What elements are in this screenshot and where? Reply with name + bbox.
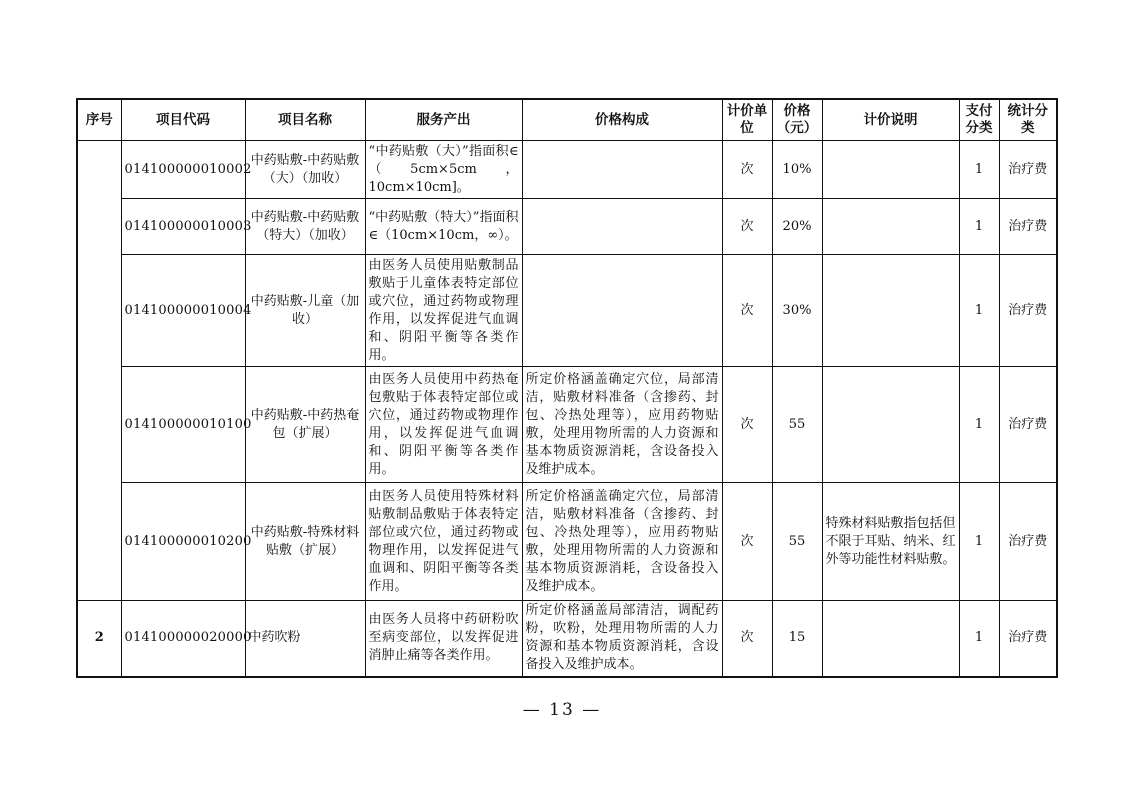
header-note: 计价说明 bbox=[822, 99, 959, 141]
row-code: 014100000010002 bbox=[121, 141, 245, 199]
row-composition: 所定价格涵盖确定穴位，局部清洁，贴敷材料准备（含掺药、封包、冷热处理等），应用药物贴敷，处理用物所需的人力资源和基本物质资源消耗，含设备投入及维护成本。 bbox=[522, 367, 722, 483]
row-pay: 1 bbox=[959, 601, 999, 677]
table-row bbox=[77, 601, 1057, 677]
row-output: 由医务人员将中药研粉吹至病变部位，以发挥促进消肿止痛等各类作用。 bbox=[365, 601, 522, 677]
row-stat: 治疗费 bbox=[999, 601, 1057, 677]
row-seq: 2 bbox=[77, 601, 121, 677]
row-unit: 次 bbox=[722, 367, 772, 483]
header-output: 服务产出 bbox=[365, 99, 522, 141]
row-output: 由医务人员使用特殊材料贴敷制品敷贴于体表特定部位或穴位，通过药物或物理作用，以发挥促进气血调和、阴阳平衡等各类作用。 bbox=[365, 483, 522, 601]
row-price: 55 bbox=[772, 367, 822, 483]
row-price: 30% bbox=[772, 255, 822, 367]
header-stat: 统计分类 bbox=[999, 99, 1057, 141]
header-unit: 计价单位 bbox=[722, 99, 772, 141]
row-price: 20% bbox=[772, 199, 822, 255]
header-composition: 价格构成 bbox=[522, 99, 722, 141]
row-composition bbox=[522, 141, 722, 199]
table-row bbox=[77, 367, 1057, 483]
pricing-table-wrapper bbox=[76, 98, 1056, 678]
header-name: 项目名称 bbox=[245, 99, 365, 141]
row-note bbox=[822, 141, 959, 199]
row-code: 014100000010200 bbox=[121, 483, 245, 601]
row-pay: 1 bbox=[959, 255, 999, 367]
row-unit: 次 bbox=[722, 141, 772, 199]
row-unit: 次 bbox=[722, 255, 772, 367]
row-stat: 治疗费 bbox=[999, 367, 1057, 483]
header-seq: 序号 bbox=[77, 99, 121, 141]
row-note bbox=[822, 367, 959, 483]
row-seq bbox=[77, 141, 121, 601]
row-name: 中药贴敷-中药贴敷（特大）（加收） bbox=[245, 199, 365, 255]
row-unit: 次 bbox=[722, 199, 772, 255]
table-row bbox=[77, 199, 1057, 255]
row-stat: 治疗费 bbox=[999, 141, 1057, 199]
row-code: 014100000010100 bbox=[121, 367, 245, 483]
row-price: 55 bbox=[772, 483, 822, 601]
row-stat: 治疗费 bbox=[999, 483, 1057, 601]
row-code: 014100000020000 bbox=[121, 601, 245, 677]
row-price: 15 bbox=[772, 601, 822, 677]
row-name: 中药贴敷-中药贴敷（大）（加收） bbox=[245, 141, 365, 199]
row-composition: 所定价格涵盖确定穴位，局部清洁，贴敷材料准备（含掺药、封包、冷热处理等），应用药物贴敷，处理用物所需的人力资源和基本物质资源消耗，含设备投入及维护成本。 bbox=[522, 483, 722, 601]
header-code: 项目代码 bbox=[121, 99, 245, 141]
row-pay: 1 bbox=[959, 483, 999, 601]
row-pay: 1 bbox=[959, 367, 999, 483]
row-note: 特殊材料贴敷指包括但不限于耳贴、纳米、红外等功能性材料贴敷。 bbox=[822, 483, 959, 601]
row-composition bbox=[522, 199, 722, 255]
row-code: 014100000010003 bbox=[121, 199, 245, 255]
row-note bbox=[822, 601, 959, 677]
row-stat: 治疗费 bbox=[999, 255, 1057, 367]
row-output: 由医务人员使用贴敷制品敷贴于儿童体表特定部位或穴位，通过药物或物理作用，以发挥促进气血调和、阴阳平衡等各类作用。 bbox=[365, 255, 522, 367]
table-row bbox=[77, 483, 1057, 601]
row-composition: 所定价格涵盖局部清洁，调配药粉，吹粉，处理用物所需的人力资源和基本物质资源消耗，含设备投入及维护成本。 bbox=[522, 601, 722, 677]
row-unit: 次 bbox=[722, 483, 772, 601]
row-pay: 1 bbox=[959, 141, 999, 199]
row-pay: 1 bbox=[959, 199, 999, 255]
row-code: 014100000010004 bbox=[121, 255, 245, 367]
row-name: 中药贴敷-中药热奄包（扩展） bbox=[245, 367, 365, 483]
row-output: 由医务人员使用中药热奄包敷贴于体表特定部位或穴位，通过药物或物理作用，以发挥促进气血调和、阴阳平衡等各类作用。 bbox=[365, 367, 522, 483]
page-number: — 13 — bbox=[522, 700, 602, 720]
row-name: 中药贴敷-儿童（加收） bbox=[245, 255, 365, 367]
row-composition bbox=[522, 255, 722, 367]
row-name: 中药贴敷-特殊材料贴敷（扩展） bbox=[245, 483, 365, 601]
row-note bbox=[822, 199, 959, 255]
header-pay: 支付分类 bbox=[959, 99, 999, 141]
table-row bbox=[77, 141, 1057, 199]
row-unit: 次 bbox=[722, 601, 772, 677]
row-name: 中药吹粉 bbox=[245, 601, 365, 677]
table-row bbox=[77, 255, 1057, 367]
pricing-table bbox=[76, 98, 1058, 678]
row-output: “中药贴敷（大）”指面积∈（5cm×5cm，10cm×10cm]。 bbox=[365, 141, 522, 199]
row-price: 10% bbox=[772, 141, 822, 199]
row-stat: 治疗费 bbox=[999, 199, 1057, 255]
row-note bbox=[822, 255, 959, 367]
table-header-row bbox=[77, 99, 1057, 141]
header-price: 价格（元） bbox=[772, 99, 822, 141]
row-output: “中药贴敷（特大）”指面积∈（10cm×10cm，∞）。 bbox=[365, 199, 522, 255]
